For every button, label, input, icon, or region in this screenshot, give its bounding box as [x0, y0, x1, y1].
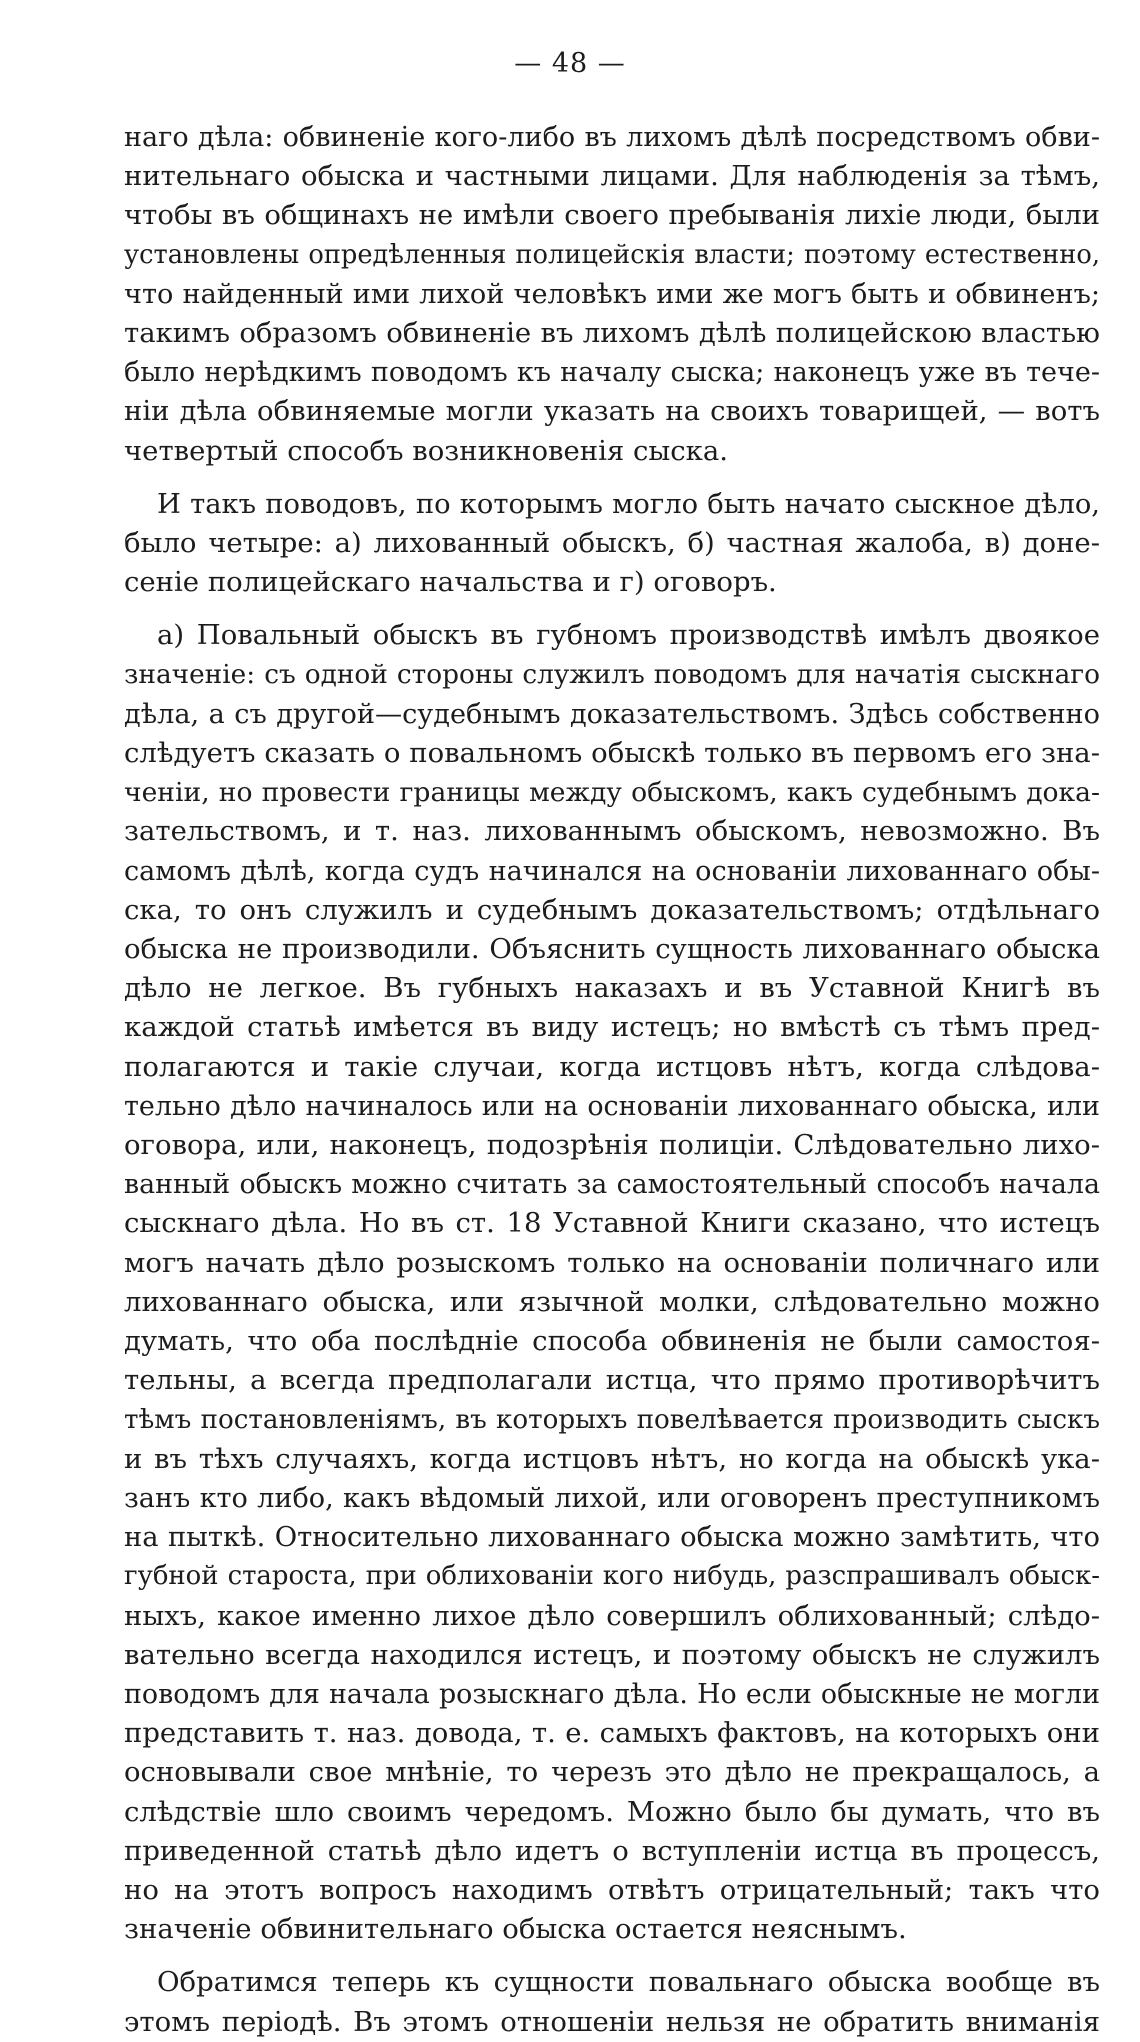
text-line: значеніе обвинительнаго обыска остается неяснымъ. [124, 1913, 907, 1946]
text-line: дѣла, а съ другой—судебнымъ доказательствомъ. Здѣсь собственно [124, 698, 1100, 730]
text-line: Обратимся теперь къ сущности повальнаго обыска вообще въ [157, 1966, 1100, 1999]
text-line: поводомъ для начала розыскнаго дѣла. Но если обыскные не могли [124, 1678, 1100, 1710]
text-line: оговора, или, наконецъ, подозрѣнія полиціи. Слѣдовательно лихо- [124, 1129, 1100, 1162]
text-line: что найденный ими лихой человѣкъ ими же могъ быть и обвиненъ; [124, 278, 1100, 310]
text-line: каждой статьѣ имѣется въ виду истецъ; но вмѣстѣ съ тѣмъ пред- [124, 1011, 1100, 1044]
text-line: этомъ періодѣ. Въ этомъ отношеніи нельзя не обратить вниманія [124, 2005, 1100, 2038]
paragraph-3 [124, 616, 1100, 1949]
text-line: дѣло не легкое. Въ губныхъ наказахъ и въ Уставной Книгѣ въ [124, 972, 1100, 1005]
text-line: ванный обыскъ можно считать за самостоятельный способъ начала [124, 1169, 1100, 1201]
text-line: обыска не производили. Объяснить сущность лихованнаго обыска [124, 933, 1100, 966]
body-text [124, 118, 1100, 2042]
text-line: ныхъ, какое именно лихое дѣло совершилъ облихованный; слѣдо- [124, 1599, 1100, 1632]
text-line: слѣдствіе шло своимъ чередомъ. Можно было бы думать, что въ [124, 1795, 1100, 1828]
text-line: тѣмъ постановленіямъ, въ которыхъ повелѣвается производить сыскъ [124, 1404, 1100, 1435]
text-line: на пыткѣ. Относительно лихованнаго обыска можно замѣтить, что [124, 1522, 1100, 1554]
text-line: такимъ образомъ обвиненіе въ лихомъ дѣлѣ полицейскою властью [124, 317, 1100, 350]
paragraph-4 [124, 1963, 1100, 2041]
text-line: нительнаго обыска и частными лицами. Для наблюденія за тѣмъ, [124, 160, 1100, 193]
text-line: тельно дѣло начиналось или на основаніи лихованнаго обыска, или [124, 1090, 1100, 1122]
text-line: было четыре: а) лихованный обыскъ, б) частная жалоба, в) доне- [124, 527, 1100, 560]
paragraph-2 [124, 485, 1100, 603]
text-line: и въ тѣхъ случаяхъ, когда истцовъ нѣтъ, но когда на обыскѣ ука- [124, 1442, 1100, 1475]
text-line: вательно всегда находился истецъ, и поэтому обыскъ не служилъ [124, 1638, 1100, 1671]
text-line: основывали свое мнѣніе, то черезъ это дѣло не прекращалось, а [124, 1756, 1100, 1789]
text-line: сыскнаго дѣла. Но въ ст. 18 Уставной Книги сказано, что истецъ [124, 1207, 1100, 1240]
text-line: было нерѣдкимъ поводомъ къ началу сыска; наконецъ уже въ тече- [124, 357, 1100, 389]
text-line: И такъ поводовъ, по которымъ могло быть начато сыскное дѣло, [157, 488, 1100, 520]
text-line: думать, что оба послѣдніе способа обвиненія не были самостоя- [124, 1325, 1100, 1358]
text-line: лихованнаго обыска, или язычной молки, слѣдовательно можно [124, 1285, 1100, 1318]
text-line: четвертый способъ возникновенія сыска. [124, 434, 728, 467]
text-line: значеніе: съ одной стороны служилъ поводомъ для начатія сыскнаго [124, 659, 1100, 690]
text-line: установлены опредѣленныя полицейскія власти; поэтому естественно, [124, 239, 1100, 270]
text-line: ніи дѣла обвиняемые могли указать на своихъ товарищей, — вотъ [124, 395, 1100, 428]
text-line: могъ начать дѣло розыскомъ только на основаніи поличнаго или [124, 1246, 1100, 1279]
text-line: наго дѣла: обвиненіе кого-либо въ лихомъ дѣлѣ посредствомъ обви- [124, 122, 1100, 153]
text-line: представить т. наз. довода, т. е. самыхъ фактовъ, на которыхъ они [124, 1717, 1100, 1750]
page-number: — 48 — [514, 48, 626, 79]
text-line: приведенной статьѣ дѣло идетъ о вступленіи истца въ процессъ, [124, 1834, 1100, 1867]
text-line: слѣдуетъ сказать о повальномъ обыскѣ только въ первомъ его зна- [124, 737, 1100, 770]
text-line: сеніе полицейскаго начальства и г) оговоръ. [124, 566, 777, 599]
text-line: но на этотъ вопросъ находимъ отвѣтъ отрицательный; такъ что [124, 1873, 1100, 1906]
text-line: а) Повальный обыскъ въ губномъ производствѣ имѣлъ двоякое [157, 619, 1100, 652]
text-line: ченіи, но провести границы между обыскомъ, какъ судебнымъ дока- [124, 777, 1100, 809]
text-line: самомъ дѣлѣ, когда судъ начинался на основаніи лихованнаго обы- [124, 855, 1100, 887]
text-line: полагаются и такіе случаи, когда истцовъ нѣтъ, когда слѣдова- [124, 1050, 1100, 1083]
text-line: ска, то онъ служилъ и судебнымъ доказательствомъ; отдѣльнаго [124, 893, 1100, 926]
text-line: тельны, а всегда предполагали истца, что прямо противорѣчитъ [124, 1364, 1100, 1397]
text-line: губной староста, при облихованіи кого нибудь, разспрашивалъ обыск- [124, 1561, 1100, 1592]
paragraph-1 [124, 118, 1100, 471]
text-line: занъ кто либо, какъ вѣдомый лихой, или оговоренъ преступникомъ [124, 1482, 1100, 1514]
text-line: зательствомъ, и т. наз. лихованнымъ обыскомъ, невозможно. Въ [124, 815, 1100, 848]
text-line: чтобы въ общинахъ не имѣли своего пребыванія лихіе люди, были [124, 199, 1100, 232]
